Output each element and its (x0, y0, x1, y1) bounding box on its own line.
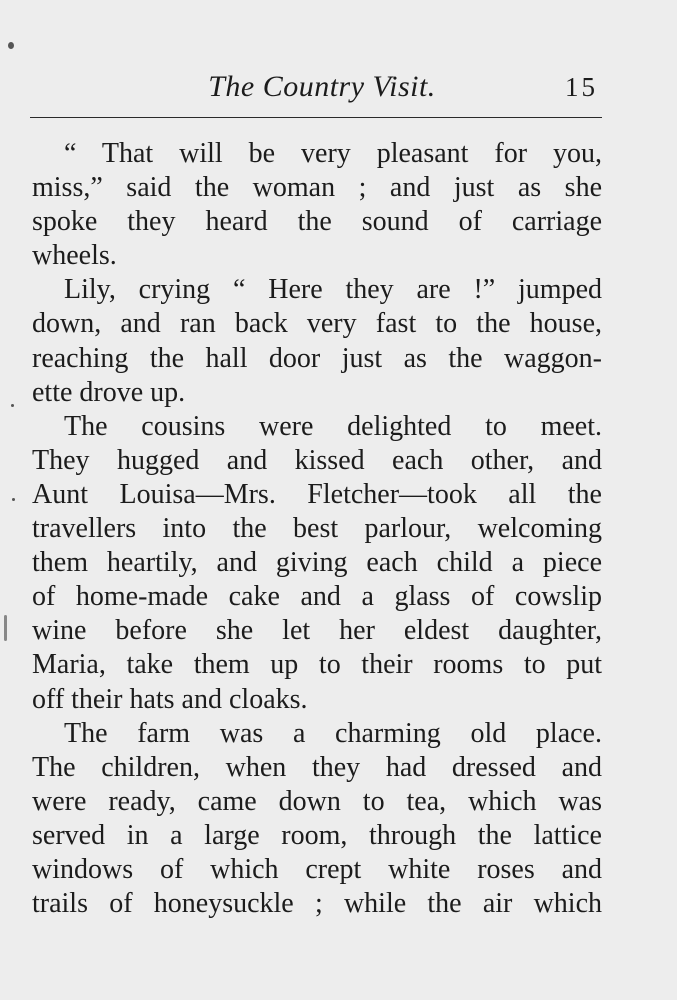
text-line: off their hats and cloaks. (32, 683, 308, 715)
text-line: “ That will be very pleasant for you, (64, 138, 602, 169)
scan-speck (12, 498, 15, 501)
text-line: trails of honeysuckle ; while the air which (32, 888, 602, 920)
text-line: Aunt Louisa—Mrs. Fletcher—took all the (32, 478, 602, 510)
text-line: were ready, came down to tea, which was (32, 785, 602, 817)
text-line: of home-made cake and a glass of cowslip (32, 581, 602, 613)
text-line: Lily, crying “ Here they are !” jumped (64, 274, 602, 306)
text-line: served in a large room, through the lattice (32, 819, 602, 851)
header-rule (30, 117, 602, 118)
text-line: miss,” said the woman ; and just as she (32, 172, 602, 204)
text-line: The farm was a charming old place. (64, 717, 602, 749)
text-line: The children, when they had dressed and (32, 751, 602, 783)
scan-speck (8, 42, 14, 49)
scan-speck (11, 404, 14, 407)
text-line: wheels. (32, 240, 117, 272)
text-line: ette drove up. (32, 376, 186, 408)
text-line: The cousins were delighted to meet. (64, 410, 602, 442)
running-head (32, 62, 612, 112)
text-line: spoke they heard the sound of carriage (32, 206, 602, 238)
scan-speck (4, 615, 7, 641)
text-line: them heartily, and giving each child a piece (32, 547, 602, 579)
body-text (32, 137, 602, 921)
text-line: windows of which crept white roses and (32, 853, 602, 885)
text-line: reaching the hall door just as the waggon- (32, 342, 602, 374)
text-line: They hugged and kissed each other, and (32, 444, 602, 476)
running-title: The Country Visit. (208, 70, 436, 103)
text-line: Maria, take them up to their rooms to put (32, 649, 602, 681)
page-number: 15 (565, 72, 598, 102)
text-line: travellers into the best parlour, welcoming (32, 513, 602, 545)
text-line: wine before she let her eldest daughter, (32, 615, 602, 647)
text-line: down, and ran back very fast to the house, (32, 308, 602, 340)
